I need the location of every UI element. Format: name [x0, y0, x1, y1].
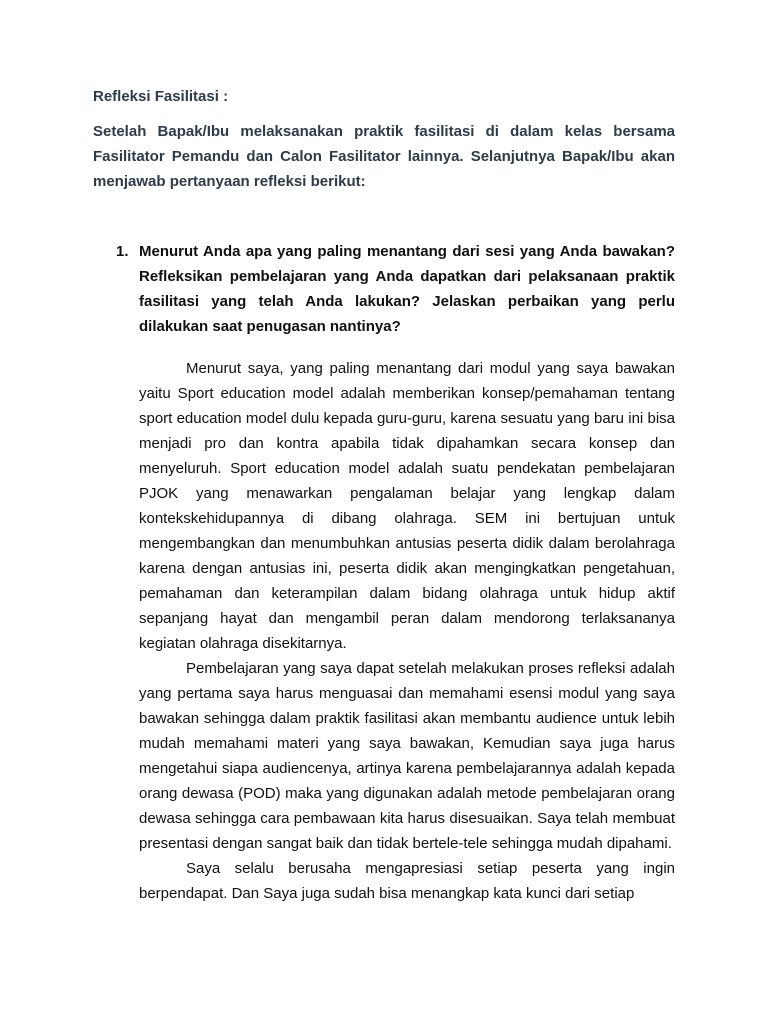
reflection-heading: Refleksi Fasilitasi :	[93, 88, 229, 105]
answer-paragraph: Menurut saya, yang paling menantang dari modul yang saya bawakan yaitu Sport education model adalah memberikan konsep/pemahaman tentang sport education model dulu kepada guru-guru, karena sesuatu yang baru ini bisa menjadi pro dan kontra apabila tidak dipahamkan secara konsep dan menyeluruh. Sport education model adalah suatu pendekatan pembelajaran PJOK yang menawarkan pengalaman belajar yang lengkap dalam kontekskehidupannya di dibang olahraga. SEM ini bertujuan untuk mengembangkan dan menumbuhkan antusias peserta didik dalam berolahraga karena dengan antusias ini, peserta didik akan mengingkatkan pengetahuan, pemahaman dan keterampilan dalam bidang olahraga untuk hidup aktif sepanjang hayat dan mengambil peran dalam mendorong terlaksananya kegiatan olahraga disekitarnya.	[139, 360, 675, 652]
answer-paragraph: Saya selalu berusaha mengapresiasi setiap peserta yang ingin berpendapat. Dan Saya juga sudah bisa menangkap kata kunci dari setiap	[139, 860, 675, 902]
answer-section	[139, 356, 675, 906]
question-number: 1.	[116, 243, 129, 260]
intro-paragraph: Setelah Bapak/Ibu melaksanakan praktik fasilitasi di dalam kelas bersama Fasilitator Pemandu dan Calon Fasilitator lainnya. Selanjutnya Bapak/Ibu akan menjawab pertanyaan refleksi berikut:	[93, 123, 675, 190]
answer-paragraph: Pembelajaran yang saya dapat setelah melakukan proses refleksi adalah yang pertama saya harus menguasai dan memahami esensi modul yang saya bawakan sehingga dalam praktik fasilitasi akan membantu audience untuk lebih mudah memahami materi yang saya bawakan, Kemudian saya juga harus mengetahui siapa audiencenya, artinya karena pembelajarannya adalah kepada orang dewasa (POD) maka yang digunakan adalah metode pembelajaran orang dewasa sehingga cara pembawaan kita harus disesuaikan. Saya telah membuat presentasi dengan sangat baik dan tidak bertele-tele sehingga mudah dipahami.	[139, 660, 675, 852]
question-text: Menurut Anda apa yang paling menantang dari sesi yang Anda bawakan? Refleksikan pembelajaran yang Anda dapatkan dari pelaksanaan praktik fasilitasi yang telah Anda lakukan? Jelaskan perbaikan yang perlu dilakukan saat penugasan nantinya?	[139, 243, 675, 335]
